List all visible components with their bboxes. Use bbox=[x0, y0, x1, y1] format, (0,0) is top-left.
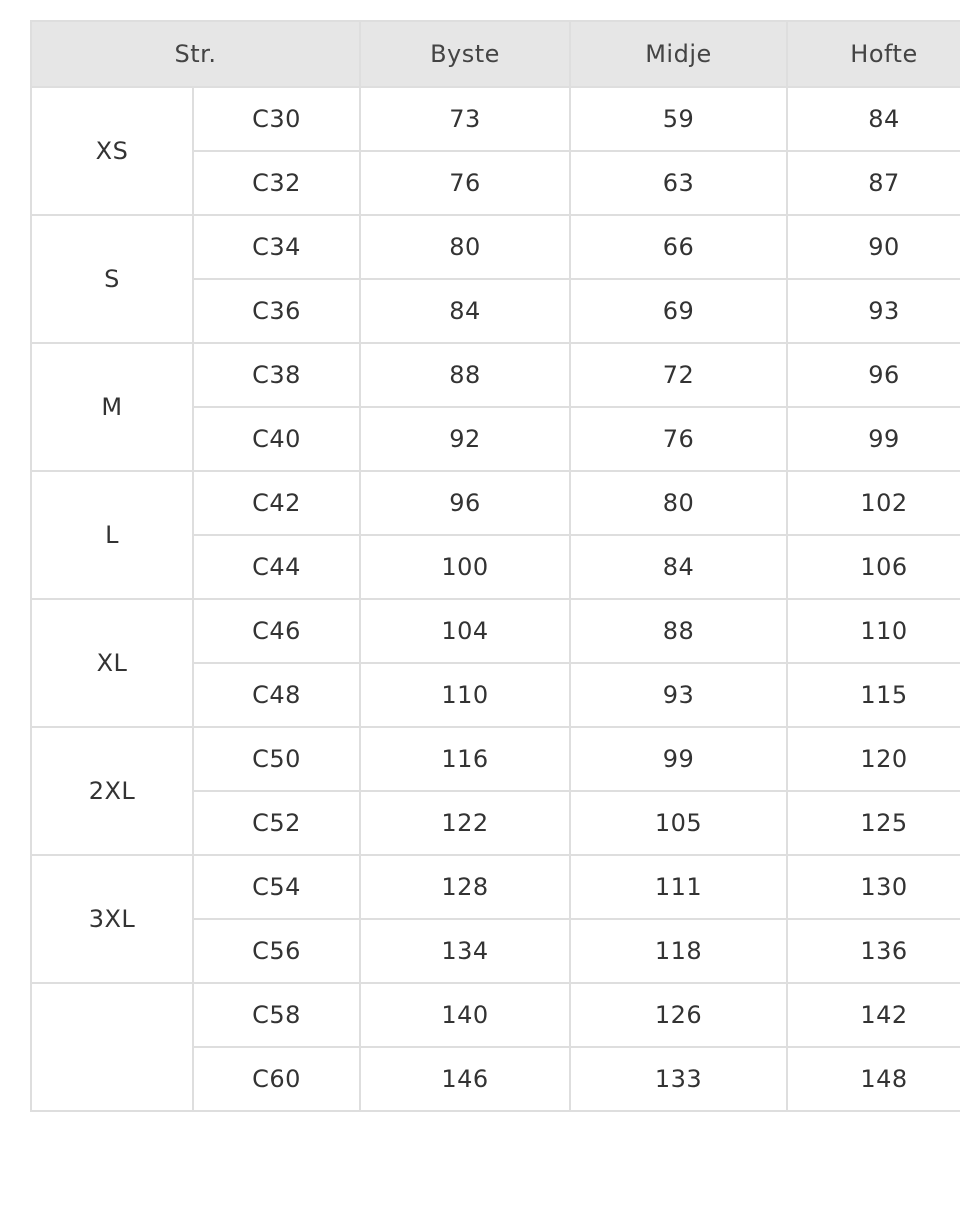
header-hip: Hofte bbox=[787, 21, 960, 87]
size-group-label: XS bbox=[31, 87, 193, 215]
hip-value: 115 bbox=[787, 663, 960, 727]
hip-value: 120 bbox=[787, 727, 960, 791]
hip-value: 93 bbox=[787, 279, 960, 343]
table-row bbox=[31, 215, 960, 279]
bust-value: 122 bbox=[360, 791, 570, 855]
hip-value: 99 bbox=[787, 407, 960, 471]
hip-value: 136 bbox=[787, 919, 960, 983]
waist-value: 93 bbox=[570, 663, 787, 727]
waist-value: 88 bbox=[570, 599, 787, 663]
cup-code: C52 bbox=[193, 791, 360, 855]
hip-value: 102 bbox=[787, 471, 960, 535]
bust-value: 73 bbox=[360, 87, 570, 151]
cup-code: C40 bbox=[193, 407, 360, 471]
waist-value: 80 bbox=[570, 471, 787, 535]
header-waist: Midje bbox=[570, 21, 787, 87]
table-row bbox=[31, 599, 960, 663]
cup-code: C34 bbox=[193, 215, 360, 279]
hip-value: 130 bbox=[787, 855, 960, 919]
size-group-label: 2XL bbox=[31, 727, 193, 855]
waist-value: 84 bbox=[570, 535, 787, 599]
bust-value: 96 bbox=[360, 471, 570, 535]
bust-value: 116 bbox=[360, 727, 570, 791]
hip-value: 142 bbox=[787, 983, 960, 1047]
table-row bbox=[31, 471, 960, 535]
hip-value: 84 bbox=[787, 87, 960, 151]
header-row bbox=[31, 21, 960, 87]
cup-code: C54 bbox=[193, 855, 360, 919]
table-row bbox=[31, 983, 960, 1047]
bust-value: 92 bbox=[360, 407, 570, 471]
size-group-label: S bbox=[31, 215, 193, 343]
size-chart-table bbox=[30, 20, 960, 1112]
table-header bbox=[31, 21, 960, 87]
cup-code: C42 bbox=[193, 471, 360, 535]
size-group-label: M bbox=[31, 343, 193, 471]
cup-code: C58 bbox=[193, 983, 360, 1047]
waist-value: 76 bbox=[570, 407, 787, 471]
bust-value: 84 bbox=[360, 279, 570, 343]
hip-value: 148 bbox=[787, 1047, 960, 1111]
bust-value: 140 bbox=[360, 983, 570, 1047]
cup-code: C48 bbox=[193, 663, 360, 727]
cup-code: C60 bbox=[193, 1047, 360, 1111]
hip-value: 87 bbox=[787, 151, 960, 215]
table-body bbox=[31, 87, 960, 1111]
hip-value: 96 bbox=[787, 343, 960, 407]
waist-value: 59 bbox=[570, 87, 787, 151]
waist-value: 99 bbox=[570, 727, 787, 791]
bust-value: 80 bbox=[360, 215, 570, 279]
table-row bbox=[31, 343, 960, 407]
waist-value: 111 bbox=[570, 855, 787, 919]
cup-code: C56 bbox=[193, 919, 360, 983]
header-size: Str. bbox=[31, 21, 360, 87]
header-bust: Byste bbox=[360, 21, 570, 87]
hip-value: 90 bbox=[787, 215, 960, 279]
bust-value: 100 bbox=[360, 535, 570, 599]
waist-value: 63 bbox=[570, 151, 787, 215]
waist-value: 66 bbox=[570, 215, 787, 279]
size-group-label: XL bbox=[31, 599, 193, 727]
table-row bbox=[31, 87, 960, 151]
cup-code: C36 bbox=[193, 279, 360, 343]
waist-value: 126 bbox=[570, 983, 787, 1047]
waist-value: 133 bbox=[570, 1047, 787, 1111]
waist-value: 72 bbox=[570, 343, 787, 407]
bust-value: 146 bbox=[360, 1047, 570, 1111]
table-row bbox=[31, 855, 960, 919]
size-group-label: L bbox=[31, 471, 193, 599]
bust-value: 76 bbox=[360, 151, 570, 215]
cup-code: C46 bbox=[193, 599, 360, 663]
cup-code: C30 bbox=[193, 87, 360, 151]
waist-value: 105 bbox=[570, 791, 787, 855]
cup-code: C38 bbox=[193, 343, 360, 407]
waist-value: 69 bbox=[570, 279, 787, 343]
cup-code: C44 bbox=[193, 535, 360, 599]
bust-value: 110 bbox=[360, 663, 570, 727]
waist-value: 118 bbox=[570, 919, 787, 983]
table-row bbox=[31, 727, 960, 791]
hip-value: 106 bbox=[787, 535, 960, 599]
bust-value: 104 bbox=[360, 599, 570, 663]
bust-value: 128 bbox=[360, 855, 570, 919]
cup-code: C50 bbox=[193, 727, 360, 791]
bust-value: 88 bbox=[360, 343, 570, 407]
size-group-label bbox=[31, 983, 193, 1111]
size-group-label: 3XL bbox=[31, 855, 193, 983]
bust-value: 134 bbox=[360, 919, 570, 983]
cup-code: C32 bbox=[193, 151, 360, 215]
hip-value: 125 bbox=[787, 791, 960, 855]
hip-value: 110 bbox=[787, 599, 960, 663]
